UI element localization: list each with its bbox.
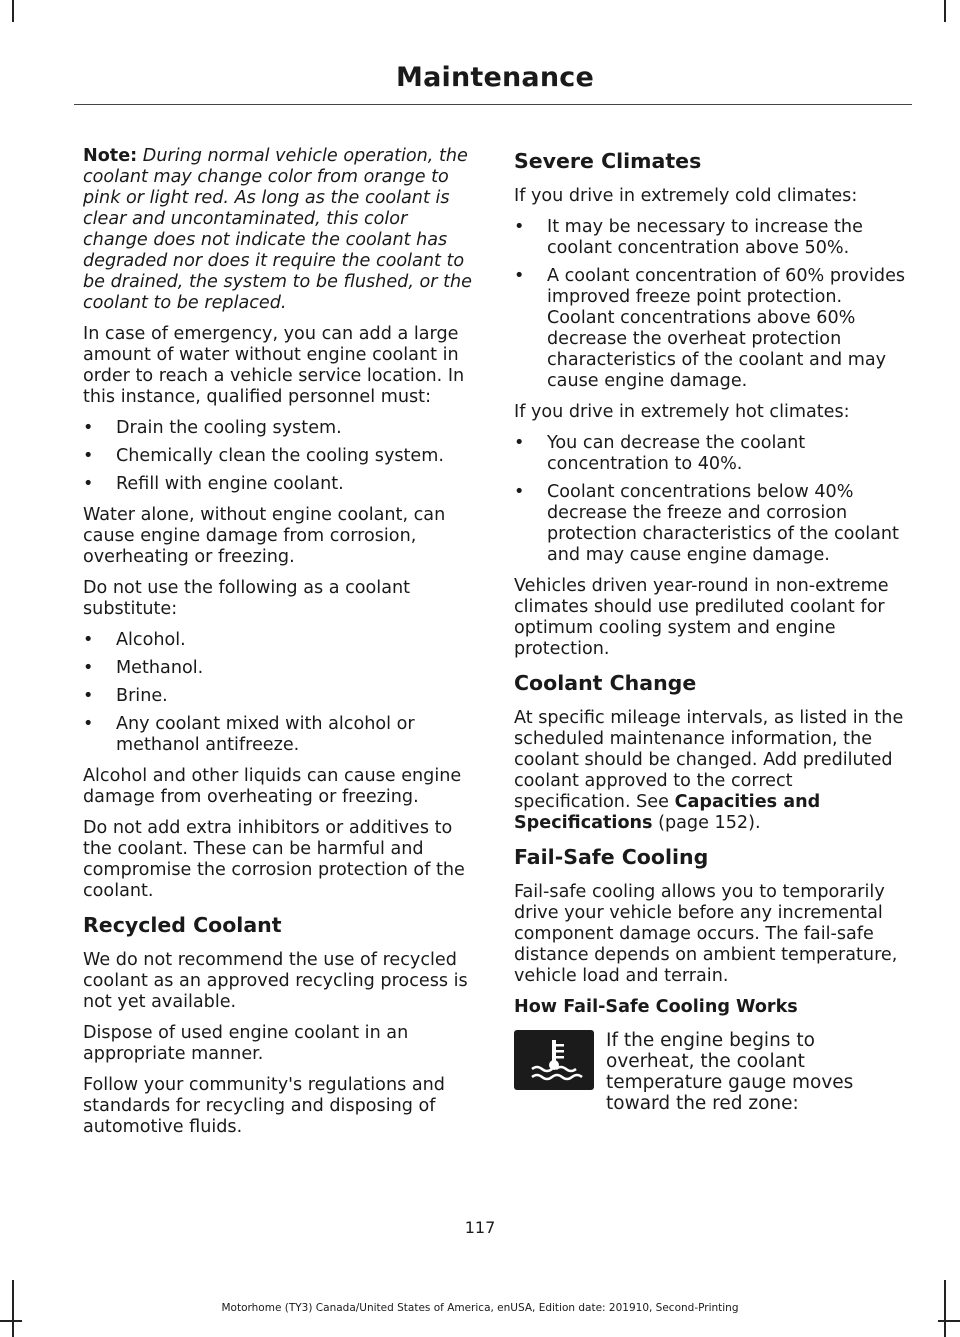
overheat-text: If the engine begins to overheat, the coolant temperature gauge moves toward the red zone: [606,1030,854,1114]
list-item-text: Any coolant mixed with alcohol or methanol antifreeze. [116,714,415,755]
list-item-text: Brine. [116,686,168,706]
emergency-paragraph: In case of emergency, you can add a large amount of water without engine coolant in order to reach a vehicle service location. In this instance, qualified personnel must: [83,324,465,407]
list-item: • Methanol. [83,658,204,678]
list-item: • Drain the cooling system. [83,418,342,438]
recycled-coolant-heading: Recycled Coolant [83,913,282,937]
dispose-paragraph: Dispose of used engine coolant in an appropriate manner. [83,1023,409,1064]
severe-climates-heading: Severe Climates [514,149,702,173]
list-item: • You can decrease the coolant concentration to 40%. [514,433,806,474]
list-item-text: Drain the cooling system. [116,418,342,438]
list-item: • Alcohol. [83,630,186,650]
crop-mark-top-right-v [944,0,946,22]
crop-mark-bottom-left-h [0,1320,22,1322]
list-item-text: Refill with engine coolant. [116,474,344,494]
coolant-change-paragraph [514,708,906,834]
list-item: • Coolant concentrations below 40% decrease the freeze and corrosion protection characteristics of the coolant and may cause engine damage. [514,482,899,565]
list-item-text: Chemically clean the cooling system. [116,446,444,466]
fail-safe-cooling-heading: Fail-Safe Cooling [514,845,709,869]
left-column [83,146,475,1148]
how-fail-safe-heading: How Fail-Safe Cooling Works [514,997,798,1017]
water-alone-paragraph: Water alone, without engine coolant, can cause engine damage from corrosion, overheating or freezing. [83,505,446,567]
list-item: • Refill with engine coolant. [83,474,344,494]
cold-climates-paragraph: If you drive in extremely cold climates: [514,186,858,206]
list-item: • It may be necessary to increase the coolant concentration above 50%. [514,217,863,258]
fail-safe-paragraph: Fail-safe cooling allows you to temporarily drive your vehicle before any incremental component damage occurs. The fail-safe distance depends on ambient temperature, vehicle load and terrain. [514,882,898,986]
coolant-change-heading: Coolant Change [514,671,697,695]
alcohol-paragraph: Alcohol and other liquids can cause engine damage from overheating or freezing. [83,766,462,807]
inhibitors-paragraph: Do not add extra inhibitors or additives to the coolant. These can be harmful and compromise the corrosion protection of the coolant. [83,818,465,901]
list-item-text: Coolant concentrations below 40% decrease the freeze and corrosion protection characteristics of the coolant and may cause engine damage. [547,482,899,565]
page-number: 117 [464,1218,496,1237]
list-item: • Any coolant mixed with alcohol or methanol antifreeze. [83,714,415,755]
recycled-paragraph: We do not recommend the use of recycled coolant as an approved recycling process is not yet available. [83,950,468,1012]
list-item-text: Methanol. [116,658,204,678]
note-body: During normal vehicle operation, the coolant may change color from orange to pink or light red. As long as the coolant is clear and uncontaminated, this color change does not indicate the coolant has degraded nor does it require the coolant to be drained, the system to be flushed, or the coolant to be replaced. [83,146,472,313]
crop-mark-top-left-v [12,0,14,22]
xref-page: (page 152). [652,813,761,833]
list-item-text: A coolant concentration of 60% provides improved freeze point protection. Coolant concentrations above 60% decrease the overheat protection characteristics of the coolant and may cause engine damage. [547,266,906,391]
note-paragraph [83,146,475,314]
hot-climates-paragraph: If you drive in extremely hot climates: [514,402,850,422]
vehicles-paragraph: Vehicles driven year-round in non-extreme climates should use prediluted coolant for optimum cooling system and engine protection. [514,576,889,659]
page-title: Maintenance [396,62,594,93]
list-item-text: You can decrease the coolant concentration to 40%. [547,433,806,474]
do-not-use-paragraph: Do not use the following as a coolant substitute: [83,578,411,619]
crop-mark-bottom-right-h [938,1320,960,1322]
coolant-temperature-icon [514,1030,594,1090]
cold-list [514,217,906,392]
list-item: • Chemically clean the cooling system. [83,446,444,466]
list-item-text: It may be necessary to increase the coolant concentration above 50%. [547,217,863,258]
substitutes-list [83,630,475,756]
personnel-list [83,418,475,495]
capacities-link[interactable]: Capacities and Specifications [514,792,821,833]
list-item: • Brine. [83,686,168,706]
edition-footer: Motorhome (TY3) Canada/United States of America, enUSA, Edition date: 201910, Second-Printing [221,1302,739,1314]
list-item: • A coolant concentration of 60% provides improved freeze point protection. Coolant concentrations above 60% decrease the overheat protection characteristics of the coolant and may cause engine damage. [514,266,906,391]
hot-list [514,433,906,566]
header-divider [74,104,912,105]
right-column [514,146,906,1114]
note-label: Note: [83,146,138,166]
coolant-change-text: At specific mileage intervals, as listed in the scheduled maintenance information, the coolant should be changed. Add prediluted coolant approved to the correct specification. See [514,708,904,812]
list-item-text: Alcohol. [116,630,186,650]
overheat-row [514,1030,906,1114]
follow-paragraph: Follow your community's regulations and standards for recycling and disposing of automotive fluids. [83,1075,445,1137]
